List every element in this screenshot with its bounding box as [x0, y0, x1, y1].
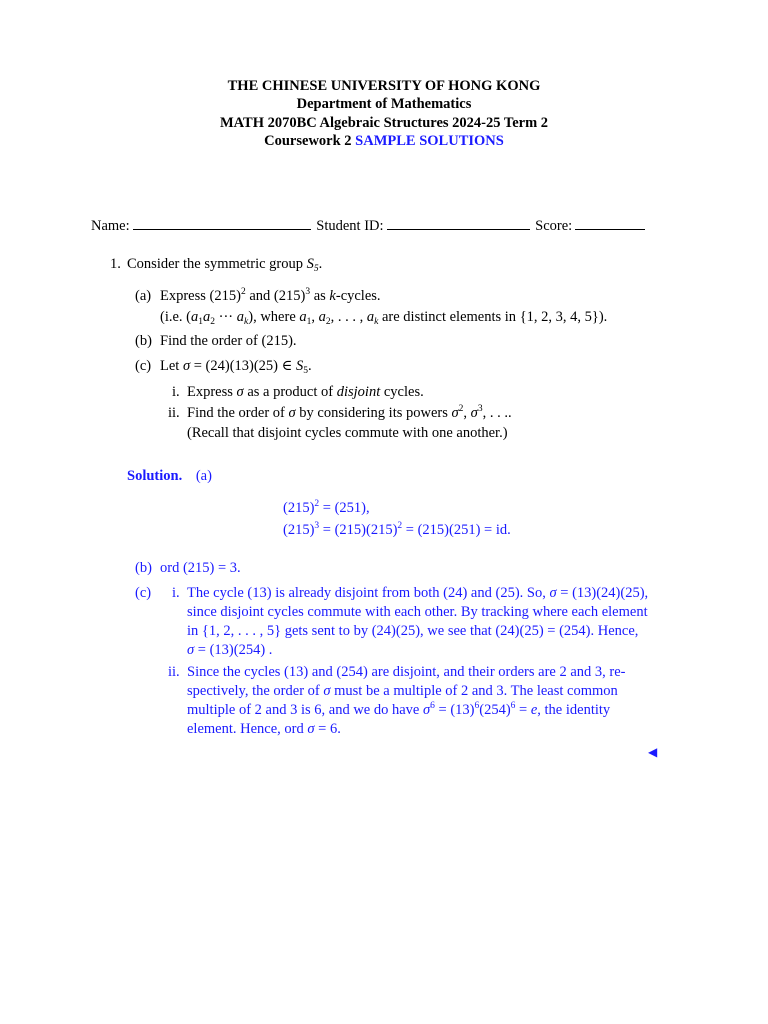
solution-cii-line3: multiple of 2 and 3 is 6, and we do have $\sigma^6 = (13)^6(254)^6 = e$, the identity [187, 701, 611, 718]
coursework-label: Coursework 2 [264, 133, 352, 149]
student-id-field[interactable] [387, 215, 530, 230]
university-title: THE CHINESE UNIVERSITY OF HONG KONG [227, 78, 541, 94]
part-a-text: Express $(215)^2$ and $(215)^3$ as k-cycles. [160, 287, 381, 304]
solution-block [127, 469, 212, 484]
problem-intro: Consider the symmetric group $S_5$. [127, 256, 323, 274]
part-a-note: (i.e. ($a_1a_2$ ··· $a_k$), where $a_1$, $a_2$, . . . , $a_k$ are distinct elements in {1, 2, 3, 4, 5}). [160, 309, 608, 327]
part-c-label: (c) [135, 358, 152, 374]
part-b-label: (b) [135, 333, 152, 349]
solution-ci-line1: The cycle (13) is already disjoint from both (24) and (25). So, σ = (13)(24)(25), [187, 585, 649, 601]
department-title: Department of Mathematics [296, 96, 472, 112]
solution-ci-line3: in {1, 2, . . . , 5} gets sent to by (24)(25), we see that (24)(25) = (254). Hence, [187, 623, 639, 639]
solution-cii-line4: element. Hence, ord σ = 6. [187, 721, 341, 737]
solution-a-eq2: $(215)^3 = (215)(215)^2 = (215)(251)$ = id. [283, 521, 511, 538]
solution-a-label: (a) [195, 468, 212, 484]
group-symbol: $S_5$ [306, 256, 319, 274]
student-id-label: Student ID: [316, 218, 384, 234]
solution-ci-label: i. [172, 585, 180, 601]
part-ci-label: i. [172, 384, 180, 400]
part-a-label: (a) [135, 288, 152, 304]
end-of-solution-icon: ◀ [648, 745, 658, 759]
score-label: Score: [535, 218, 573, 234]
intro-text: Consider the symmetric group [127, 256, 303, 272]
name-label: Name: [91, 218, 130, 234]
solution-ci-line4: σ = (13)(254) . [187, 642, 273, 658]
part-cii-text: Find the order of σ by considering its powers $\sigma^2$, $\sigma^3$, . . .. [187, 404, 512, 421]
coursework-title [0, 134, 768, 149]
solution-c-label: (c) [135, 585, 152, 601]
part-cii-recall: (Recall that disjoint cycles commute with one another.) [187, 425, 508, 441]
course-title: MATH 2070BC Algebraic Structures 2024-25 Term 2 [219, 115, 549, 131]
solution-title: Solution. [127, 468, 183, 484]
score-field[interactable] [575, 215, 645, 230]
solution-cii-label: ii. [168, 664, 180, 680]
sample-solutions-label: SAMPLE SOLUTIONS [355, 133, 504, 149]
solution-b-label: (b) [135, 560, 152, 576]
name-field[interactable] [133, 215, 311, 230]
solution-cii-line2: spectively, the order of σ must be a multiple of 2 and 3. The least common [187, 683, 618, 699]
solution-ci-line2: since disjoint cycles commute with each other. By tracking where each element [187, 604, 648, 620]
solution-cii-line1: Since the cycles (13) and (254) are disjoint, and their orders are 2 and 3, re- [187, 664, 626, 680]
part-ci-text: Express σ as a product of disjoint cycles. [187, 384, 424, 400]
part-b-text: Find the order of (215). [160, 333, 297, 349]
part-c-text: Let σ = (24)(13)(25) ∈ $S_5$. [160, 358, 312, 376]
part-cii-label: ii. [168, 405, 180, 421]
solution-b-text: ord (215) = 3. [160, 560, 241, 576]
problem-number: 1. [110, 256, 121, 272]
solution-a-eq1: $(215)^2 = (251)$, [283, 499, 370, 516]
info-fields [91, 215, 645, 234]
